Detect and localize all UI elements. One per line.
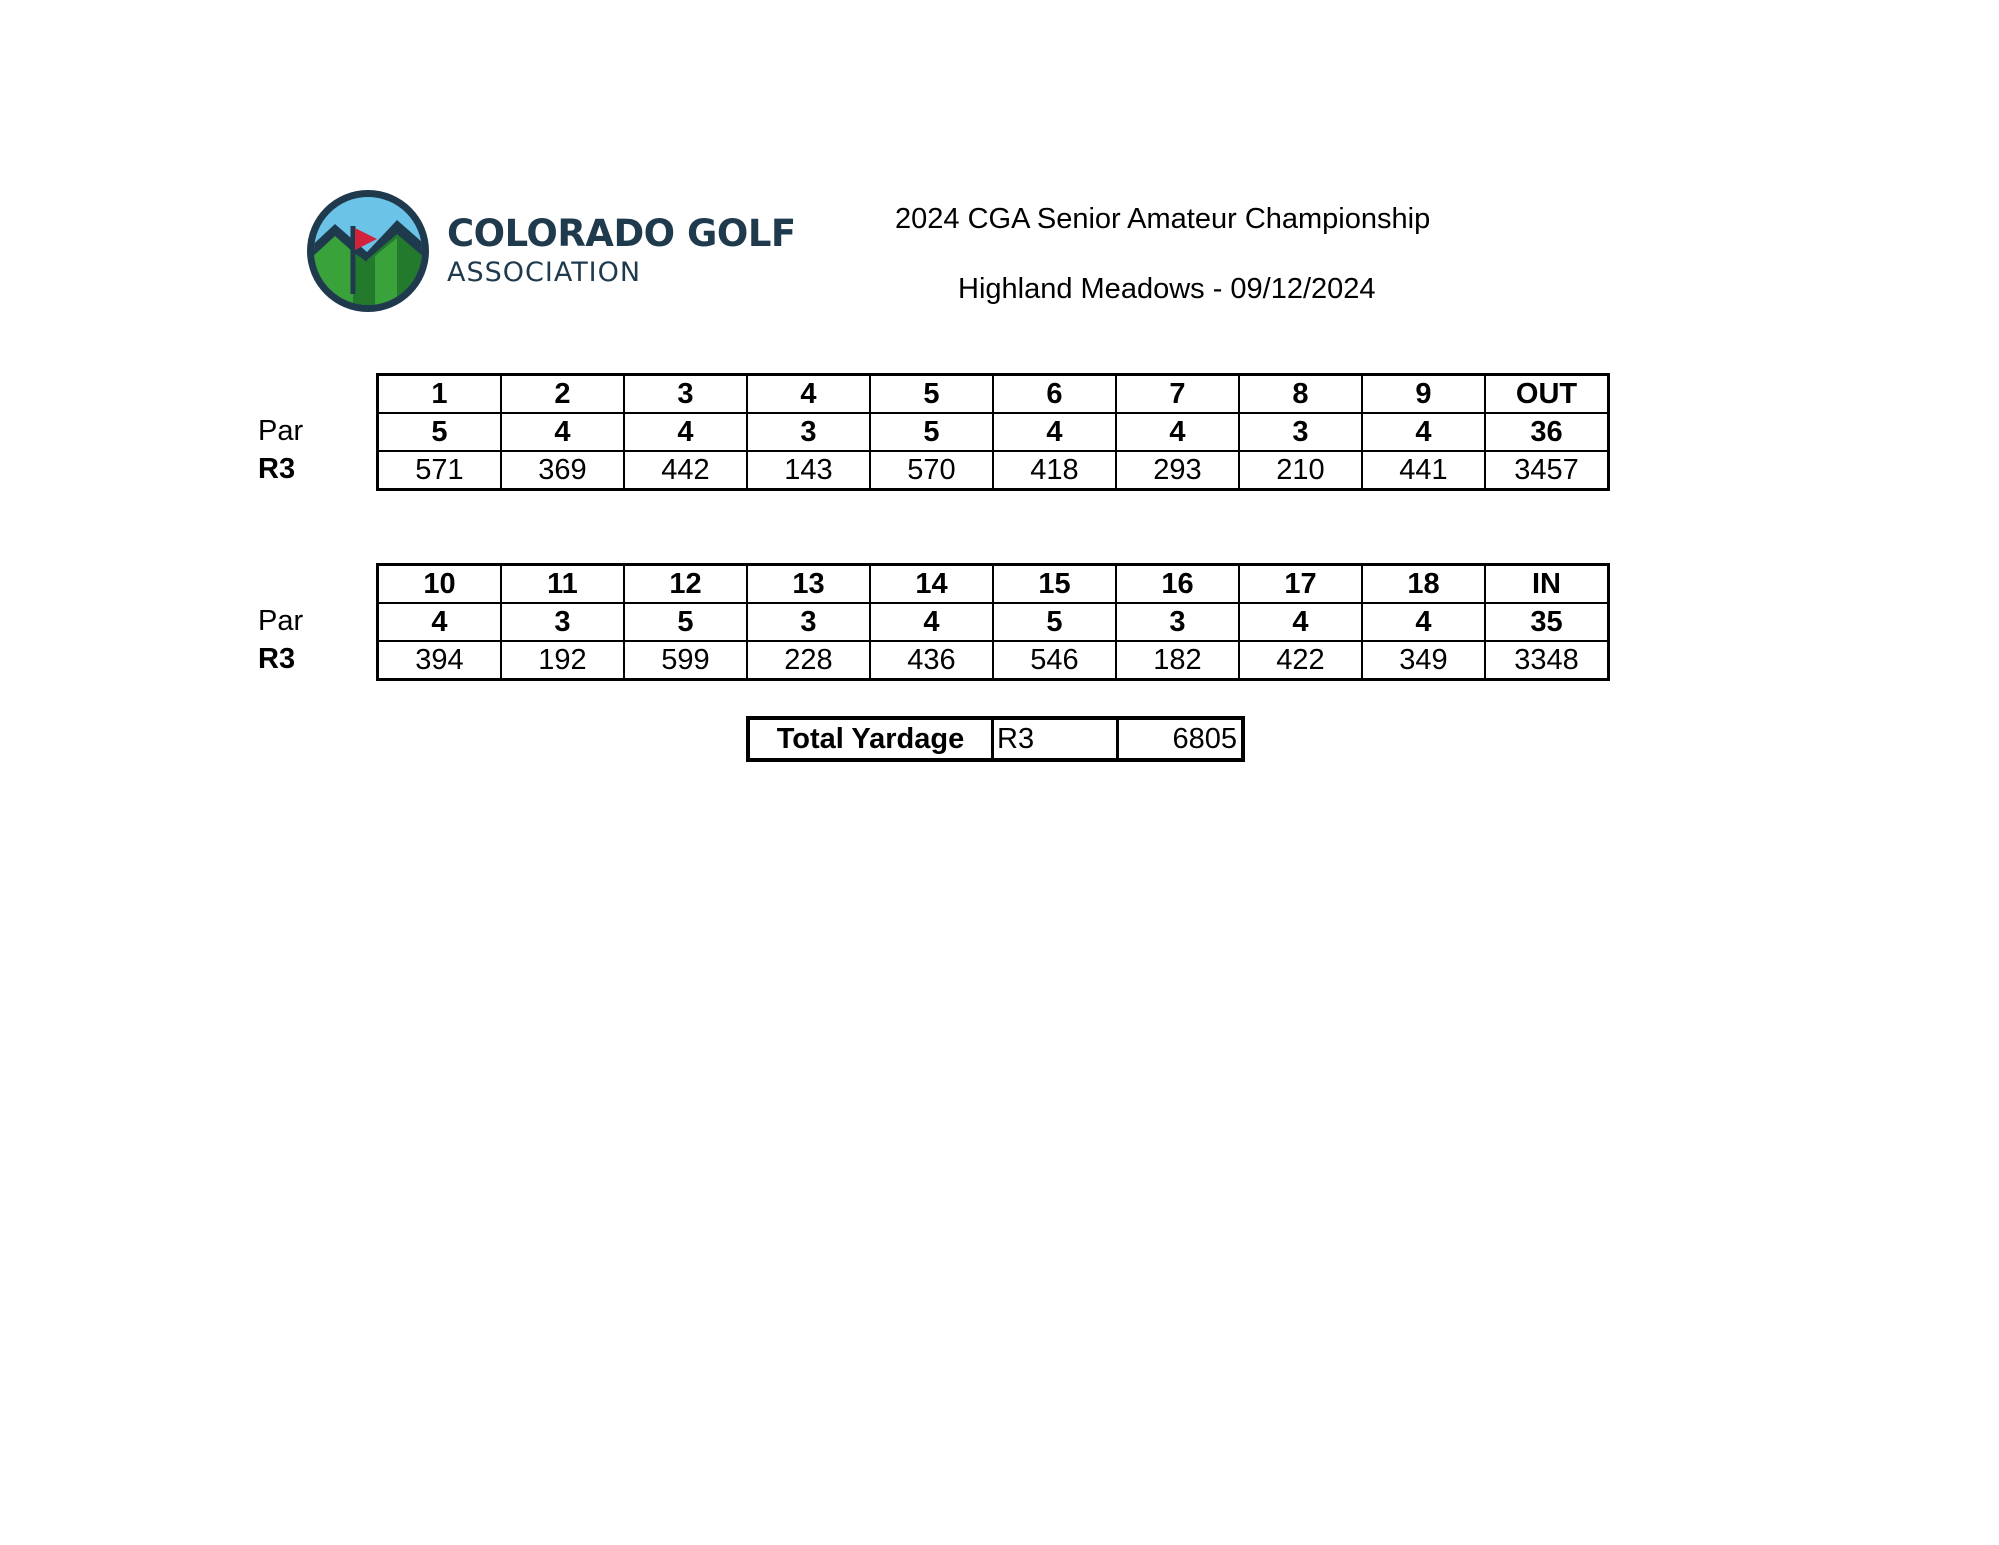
par-cell: 4	[870, 603, 993, 641]
par-cell: 3	[747, 603, 870, 641]
par-cell: 35	[1485, 603, 1609, 641]
front-tee-label: R3	[258, 453, 296, 485]
par-cell: 5	[624, 603, 747, 641]
par-cell: 4	[1362, 413, 1485, 451]
front-nine-table	[376, 373, 1610, 491]
hole-cell: 12	[624, 565, 747, 604]
front-par-label: Par	[258, 415, 304, 447]
hole-cell: 18	[1362, 565, 1485, 604]
total-tee-name: R3	[993, 718, 1118, 760]
yardage-cell: 436	[870, 641, 993, 680]
total-yardage-label: Total Yardage	[748, 718, 993, 760]
hole-cell: 3	[624, 375, 747, 414]
par-cell: 3	[747, 413, 870, 451]
hole-cell: 6	[993, 375, 1116, 414]
yardage-cell: 570	[870, 451, 993, 490]
hole-cell: 4	[747, 375, 870, 414]
yardage-cell: 369	[501, 451, 624, 490]
yardage-cell: 571	[378, 451, 502, 490]
par-cell: 36	[1485, 413, 1609, 451]
hole-number-row	[378, 565, 1609, 604]
yardage-cell: 422	[1239, 641, 1362, 680]
hole-cell: 13	[747, 565, 870, 604]
yardage-row	[378, 641, 1609, 680]
hole-cell: 7	[1116, 375, 1239, 414]
yardage-cell: 192	[501, 641, 624, 680]
hole-cell: 15	[993, 565, 1116, 604]
hole-cell: OUT	[1485, 375, 1609, 414]
par-cell: 4	[378, 603, 502, 641]
par-cell: 4	[1116, 413, 1239, 451]
par-cell: 4	[1239, 603, 1362, 641]
cga-mountain-flag-icon	[305, 190, 431, 312]
course-and-date: Highland Meadows - 09/12/2024	[958, 273, 1376, 305]
hole-cell: 1	[378, 375, 502, 414]
par-cell: 5	[870, 413, 993, 451]
cga-logo	[305, 190, 800, 315]
par-row	[378, 603, 1609, 641]
hole-cell: IN	[1485, 565, 1609, 604]
hole-cell: 11	[501, 565, 624, 604]
yardage-row	[378, 451, 1609, 490]
par-cell: 4	[501, 413, 624, 451]
yardage-cell: 394	[378, 641, 502, 680]
back-par-label: Par	[258, 605, 304, 637]
hole-cell: 10	[378, 565, 502, 604]
yardage-cell: 3348	[1485, 641, 1609, 680]
back-nine-table	[376, 563, 1610, 681]
hole-cell: 17	[1239, 565, 1362, 604]
yardage-cell: 293	[1116, 451, 1239, 490]
hole-cell: 2	[501, 375, 624, 414]
par-cell: 4	[624, 413, 747, 451]
event-title: 2024 CGA Senior Amateur Championship	[895, 203, 1431, 235]
hole-cell: 9	[1362, 375, 1485, 414]
yardage-cell: 349	[1362, 641, 1485, 680]
logo-title: COLORADO GOLF	[447, 212, 796, 255]
par-cell: 3	[1116, 603, 1239, 641]
hole-number-row	[378, 375, 1609, 414]
logo-subtitle: ASSOCIATION	[447, 257, 642, 288]
par-cell: 3	[1239, 413, 1362, 451]
hole-cell: 5	[870, 375, 993, 414]
par-cell: 3	[501, 603, 624, 641]
yardage-cell: 418	[993, 451, 1116, 490]
par-row	[378, 413, 1609, 451]
hole-cell: 8	[1239, 375, 1362, 414]
par-cell: 5	[993, 603, 1116, 641]
yardage-cell: 442	[624, 451, 747, 490]
back-tee-label: R3	[258, 643, 296, 675]
hole-cell: 14	[870, 565, 993, 604]
yardage-cell: 182	[1116, 641, 1239, 680]
par-cell: 4	[993, 413, 1116, 451]
yardage-cell: 210	[1239, 451, 1362, 490]
total-yardage-value: 6805	[1118, 718, 1244, 760]
yardage-cell: 143	[747, 451, 870, 490]
yardage-cell: 546	[993, 641, 1116, 680]
total-yardage-table	[746, 716, 1245, 762]
yardage-cell: 441	[1362, 451, 1485, 490]
hole-cell: 16	[1116, 565, 1239, 604]
par-cell: 5	[378, 413, 502, 451]
yardage-cell: 3457	[1485, 451, 1609, 490]
par-cell: 4	[1362, 603, 1485, 641]
yardage-cell: 599	[624, 641, 747, 680]
yardage-cell: 228	[747, 641, 870, 680]
